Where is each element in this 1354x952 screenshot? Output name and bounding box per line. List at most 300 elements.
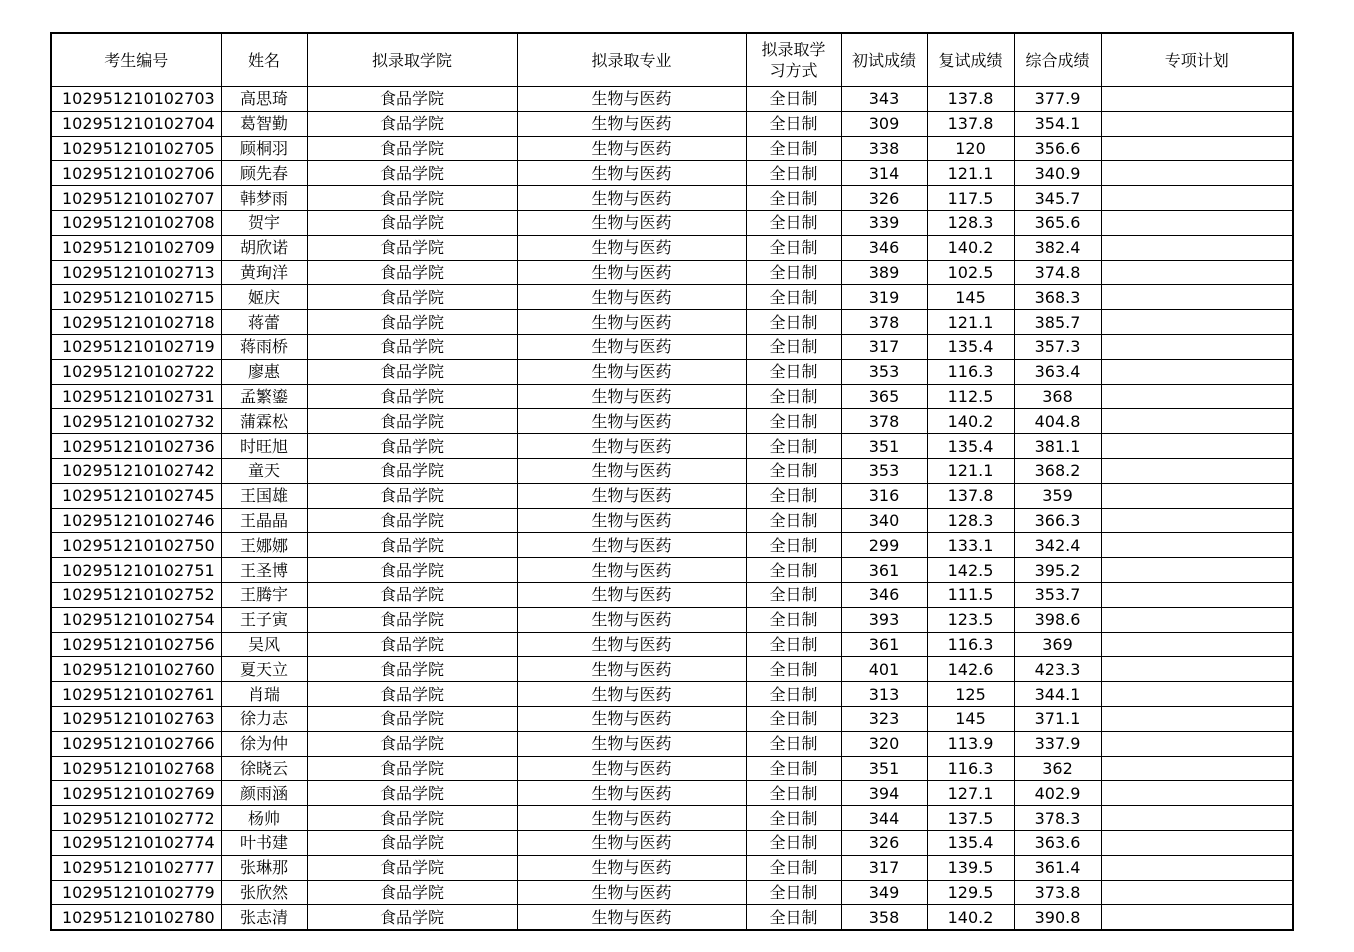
cell-candidate-id: 102951210102719 [51, 334, 221, 359]
cell-name: 蒲霖松 [221, 409, 307, 434]
cell-study-mode: 全日制 [746, 186, 841, 211]
cell-study-mode: 全日制 [746, 632, 841, 657]
cell-study-mode: 全日制 [746, 756, 841, 781]
cell-study-mode: 全日制 [746, 582, 841, 607]
cell-retest-score: 116.3 [927, 756, 1014, 781]
table-row [51, 855, 1293, 880]
table-row [51, 186, 1293, 211]
cell-retest-score: 121.1 [927, 161, 1014, 186]
cell-special-plan [1101, 706, 1293, 731]
cell-name: 贺宇 [221, 210, 307, 235]
cell-major: 生物与医药 [517, 359, 746, 384]
cell-college: 食品学院 [307, 582, 517, 607]
cell-special-plan [1101, 384, 1293, 409]
cell-name: 叶书建 [221, 830, 307, 855]
cell-prelim-score: 378 [841, 310, 927, 335]
cell-retest-score: 120 [927, 136, 1014, 161]
cell-college: 食品学院 [307, 136, 517, 161]
cell-special-plan [1101, 359, 1293, 384]
table-row [51, 706, 1293, 731]
cell-candidate-id: 102951210102754 [51, 607, 221, 632]
cell-college: 食品学院 [307, 210, 517, 235]
cell-study-mode: 全日制 [746, 657, 841, 682]
cell-candidate-id: 102951210102705 [51, 136, 221, 161]
cell-major: 生物与医药 [517, 111, 746, 136]
table-row [51, 409, 1293, 434]
cell-total-score: 377.9 [1014, 87, 1101, 112]
table-row [51, 806, 1293, 831]
table-row [51, 731, 1293, 756]
cell-special-plan [1101, 756, 1293, 781]
cell-major: 生物与医药 [517, 533, 746, 558]
cell-retest-score: 128.3 [927, 210, 1014, 235]
table-row [51, 136, 1293, 161]
cell-candidate-id: 102951210102718 [51, 310, 221, 335]
cell-prelim-score: 378 [841, 409, 927, 434]
cell-college: 食品学院 [307, 682, 517, 707]
header-college: 拟录取学院 [307, 33, 517, 87]
cell-retest-score: 137.8 [927, 87, 1014, 112]
cell-candidate-id: 102951210102709 [51, 235, 221, 260]
cell-prelim-score: 365 [841, 384, 927, 409]
cell-total-score: 404.8 [1014, 409, 1101, 434]
cell-special-plan [1101, 830, 1293, 855]
cell-retest-score: 127.1 [927, 781, 1014, 806]
cell-candidate-id: 102951210102713 [51, 260, 221, 285]
table-row [51, 458, 1293, 483]
cell-study-mode: 全日制 [746, 905, 841, 930]
cell-candidate-id: 102951210102742 [51, 458, 221, 483]
cell-total-score: 381.1 [1014, 434, 1101, 459]
cell-candidate-id: 102951210102769 [51, 781, 221, 806]
cell-special-plan [1101, 111, 1293, 136]
cell-study-mode: 全日制 [746, 235, 841, 260]
cell-candidate-id: 102951210102722 [51, 359, 221, 384]
cell-prelim-score: 339 [841, 210, 927, 235]
cell-special-plan [1101, 210, 1293, 235]
cell-name: 王腾宇 [221, 582, 307, 607]
header-major: 拟录取专业 [517, 33, 746, 87]
cell-study-mode: 全日制 [746, 285, 841, 310]
cell-name: 顾先春 [221, 161, 307, 186]
cell-candidate-id: 102951210102704 [51, 111, 221, 136]
cell-retest-score: 121.1 [927, 458, 1014, 483]
cell-total-score: 369 [1014, 632, 1101, 657]
cell-study-mode: 全日制 [746, 731, 841, 756]
cell-candidate-id: 102951210102731 [51, 384, 221, 409]
cell-name: 王圣博 [221, 558, 307, 583]
table-row [51, 359, 1293, 384]
cell-major: 生物与医药 [517, 161, 746, 186]
cell-retest-score: 145 [927, 706, 1014, 731]
cell-prelim-score: 349 [841, 880, 927, 905]
cell-prelim-score: 313 [841, 682, 927, 707]
table-row [51, 111, 1293, 136]
cell-name: 徐为仲 [221, 731, 307, 756]
cell-major: 生物与医药 [517, 756, 746, 781]
cell-special-plan [1101, 731, 1293, 756]
cell-retest-score: 116.3 [927, 359, 1014, 384]
cell-candidate-id: 102951210102756 [51, 632, 221, 657]
cell-prelim-score: 314 [841, 161, 927, 186]
cell-study-mode: 全日制 [746, 855, 841, 880]
cell-college: 食品学院 [307, 285, 517, 310]
cell-candidate-id: 102951210102763 [51, 706, 221, 731]
cell-total-score: 382.4 [1014, 235, 1101, 260]
cell-name: 王晶晶 [221, 508, 307, 533]
cell-study-mode: 全日制 [746, 508, 841, 533]
cell-candidate-id: 102951210102766 [51, 731, 221, 756]
cell-prelim-score: 401 [841, 657, 927, 682]
cell-major: 生物与医药 [517, 136, 746, 161]
cell-candidate-id: 102951210102707 [51, 186, 221, 211]
cell-total-score: 365.6 [1014, 210, 1101, 235]
cell-college: 食品学院 [307, 334, 517, 359]
cell-special-plan [1101, 806, 1293, 831]
cell-name: 蒋雨桥 [221, 334, 307, 359]
table-row [51, 558, 1293, 583]
cell-total-score: 368.2 [1014, 458, 1101, 483]
cell-study-mode: 全日制 [746, 706, 841, 731]
table-row [51, 607, 1293, 632]
table-row [51, 533, 1293, 558]
cell-candidate-id: 102951210102708 [51, 210, 221, 235]
cell-name: 肖瑞 [221, 682, 307, 707]
header-name: 姓名 [221, 33, 307, 87]
cell-candidate-id: 102951210102768 [51, 756, 221, 781]
cell-total-score: 357.3 [1014, 334, 1101, 359]
cell-prelim-score: 389 [841, 260, 927, 285]
cell-special-plan [1101, 508, 1293, 533]
cell-college: 食品学院 [307, 731, 517, 756]
cell-total-score: 345.7 [1014, 186, 1101, 211]
cell-candidate-id: 102951210102774 [51, 830, 221, 855]
cell-retest-score: 125 [927, 682, 1014, 707]
cell-retest-score: 135.4 [927, 334, 1014, 359]
cell-prelim-score: 338 [841, 136, 927, 161]
cell-prelim-score: 346 [841, 235, 927, 260]
cell-name: 徐晓云 [221, 756, 307, 781]
cell-prelim-score: 309 [841, 111, 927, 136]
cell-name: 张志清 [221, 905, 307, 930]
cell-retest-score: 111.5 [927, 582, 1014, 607]
cell-name: 葛智勤 [221, 111, 307, 136]
cell-major: 生物与医药 [517, 186, 746, 211]
cell-special-plan [1101, 582, 1293, 607]
cell-special-plan [1101, 434, 1293, 459]
cell-prelim-score: 320 [841, 731, 927, 756]
cell-candidate-id: 102951210102772 [51, 806, 221, 831]
cell-special-plan [1101, 682, 1293, 707]
cell-study-mode: 全日制 [746, 880, 841, 905]
table-row [51, 830, 1293, 855]
table-row [51, 682, 1293, 707]
cell-candidate-id: 102951210102746 [51, 508, 221, 533]
header-special-plan: 专项计划 [1101, 33, 1293, 87]
cell-name: 颜雨涵 [221, 781, 307, 806]
cell-name: 黄珣洋 [221, 260, 307, 285]
cell-name: 张欣然 [221, 880, 307, 905]
cell-college: 食品学院 [307, 434, 517, 459]
cell-prelim-score: 351 [841, 756, 927, 781]
cell-college: 食品学院 [307, 235, 517, 260]
cell-special-plan [1101, 161, 1293, 186]
cell-major: 生物与医药 [517, 880, 746, 905]
admission-table [50, 32, 1294, 931]
cell-total-score: 344.1 [1014, 682, 1101, 707]
cell-name: 孟繁鎏 [221, 384, 307, 409]
cell-name: 姬庆 [221, 285, 307, 310]
cell-total-score: 390.8 [1014, 905, 1101, 930]
cell-study-mode: 全日制 [746, 434, 841, 459]
cell-college: 食品学院 [307, 706, 517, 731]
table-row [51, 210, 1293, 235]
cell-candidate-id: 102951210102736 [51, 434, 221, 459]
cell-major: 生物与医药 [517, 285, 746, 310]
cell-college: 食品学院 [307, 806, 517, 831]
cell-major: 生物与医药 [517, 210, 746, 235]
cell-total-score: 373.8 [1014, 880, 1101, 905]
cell-retest-score: 142.6 [927, 657, 1014, 682]
cell-study-mode: 全日制 [746, 87, 841, 112]
cell-retest-score: 102.5 [927, 260, 1014, 285]
cell-major: 生物与医药 [517, 458, 746, 483]
cell-candidate-id: 102951210102752 [51, 582, 221, 607]
cell-prelim-score: 353 [841, 458, 927, 483]
cell-special-plan [1101, 458, 1293, 483]
cell-prelim-score: 323 [841, 706, 927, 731]
cell-name: 徐力志 [221, 706, 307, 731]
cell-total-score: 368.3 [1014, 285, 1101, 310]
cell-major: 生物与医药 [517, 781, 746, 806]
cell-prelim-score: 326 [841, 830, 927, 855]
header-study-mode: 拟录取学习方式 [746, 33, 841, 87]
cell-candidate-id: 102951210102703 [51, 87, 221, 112]
cell-total-score: 354.1 [1014, 111, 1101, 136]
cell-retest-score: 137.5 [927, 806, 1014, 831]
cell-total-score: 395.2 [1014, 558, 1101, 583]
cell-college: 食品学院 [307, 186, 517, 211]
cell-college: 食品学院 [307, 756, 517, 781]
cell-prelim-score: 317 [841, 334, 927, 359]
cell-college: 食品学院 [307, 483, 517, 508]
cell-special-plan [1101, 880, 1293, 905]
cell-total-score: 362 [1014, 756, 1101, 781]
cell-special-plan [1101, 483, 1293, 508]
cell-total-score: 353.7 [1014, 582, 1101, 607]
cell-study-mode: 全日制 [746, 111, 841, 136]
table-row [51, 260, 1293, 285]
cell-prelim-score: 316 [841, 483, 927, 508]
table-row [51, 582, 1293, 607]
table-row [51, 285, 1293, 310]
cell-prelim-score: 317 [841, 855, 927, 880]
cell-candidate-id: 102951210102706 [51, 161, 221, 186]
cell-major: 生物与医药 [517, 682, 746, 707]
table-row [51, 508, 1293, 533]
cell-college: 食品学院 [307, 781, 517, 806]
table-row [51, 781, 1293, 806]
cell-prelim-score: 393 [841, 607, 927, 632]
cell-major: 生物与医药 [517, 334, 746, 359]
header-total-score: 综合成绩 [1014, 33, 1101, 87]
cell-study-mode: 全日制 [746, 830, 841, 855]
cell-name: 胡欣诺 [221, 235, 307, 260]
cell-study-mode: 全日制 [746, 806, 841, 831]
cell-study-mode: 全日制 [746, 558, 841, 583]
cell-special-plan [1101, 607, 1293, 632]
table-row [51, 880, 1293, 905]
cell-major: 生物与医药 [517, 508, 746, 533]
cell-retest-score: 135.4 [927, 830, 1014, 855]
cell-retest-score: 140.2 [927, 235, 1014, 260]
cell-college: 食品学院 [307, 458, 517, 483]
cell-major: 生物与医药 [517, 310, 746, 335]
cell-total-score: 423.3 [1014, 657, 1101, 682]
cell-name: 王国雄 [221, 483, 307, 508]
table-body [51, 87, 1293, 931]
cell-study-mode: 全日制 [746, 310, 841, 335]
table-row [51, 384, 1293, 409]
cell-retest-score: 139.5 [927, 855, 1014, 880]
cell-college: 食品学院 [307, 880, 517, 905]
cell-special-plan [1101, 657, 1293, 682]
cell-college: 食品学院 [307, 111, 517, 136]
cell-major: 生物与医药 [517, 235, 746, 260]
cell-study-mode: 全日制 [746, 682, 841, 707]
cell-total-score: 368 [1014, 384, 1101, 409]
cell-major: 生物与医药 [517, 806, 746, 831]
cell-name: 童天 [221, 458, 307, 483]
cell-total-score: 371.1 [1014, 706, 1101, 731]
cell-study-mode: 全日制 [746, 607, 841, 632]
cell-candidate-id: 102951210102779 [51, 880, 221, 905]
cell-study-mode: 全日制 [746, 136, 841, 161]
cell-college: 食品学院 [307, 384, 517, 409]
cell-name: 顾桐羽 [221, 136, 307, 161]
cell-special-plan [1101, 310, 1293, 335]
cell-retest-score: 113.9 [927, 731, 1014, 756]
cell-study-mode: 全日制 [746, 384, 841, 409]
cell-major: 生物与医药 [517, 607, 746, 632]
cell-college: 食品学院 [307, 161, 517, 186]
cell-major: 生物与医药 [517, 855, 746, 880]
cell-major: 生物与医药 [517, 632, 746, 657]
cell-special-plan [1101, 632, 1293, 657]
cell-retest-score: 145 [927, 285, 1014, 310]
cell-special-plan [1101, 87, 1293, 112]
cell-total-score: 356.6 [1014, 136, 1101, 161]
cell-prelim-score: 299 [841, 533, 927, 558]
cell-major: 生物与医药 [517, 384, 746, 409]
table-row [51, 483, 1293, 508]
cell-prelim-score: 326 [841, 186, 927, 211]
cell-retest-score: 137.8 [927, 483, 1014, 508]
cell-candidate-id: 102951210102750 [51, 533, 221, 558]
cell-name: 韩梦雨 [221, 186, 307, 211]
cell-special-plan [1101, 186, 1293, 211]
table-row [51, 657, 1293, 682]
cell-major: 生物与医药 [517, 87, 746, 112]
cell-candidate-id: 102951210102715 [51, 285, 221, 310]
table-row [51, 756, 1293, 781]
cell-college: 食品学院 [307, 409, 517, 434]
table-row [51, 434, 1293, 459]
cell-candidate-id: 102951210102777 [51, 855, 221, 880]
cell-college: 食品学院 [307, 508, 517, 533]
cell-retest-score: 112.5 [927, 384, 1014, 409]
cell-major: 生物与医药 [517, 409, 746, 434]
cell-college: 食品学院 [307, 87, 517, 112]
cell-prelim-score: 361 [841, 558, 927, 583]
cell-total-score: 363.6 [1014, 830, 1101, 855]
cell-college: 食品学院 [307, 359, 517, 384]
cell-candidate-id: 102951210102751 [51, 558, 221, 583]
cell-prelim-score: 340 [841, 508, 927, 533]
cell-candidate-id: 102951210102761 [51, 682, 221, 707]
cell-study-mode: 全日制 [746, 409, 841, 434]
cell-candidate-id: 102951210102760 [51, 657, 221, 682]
cell-retest-score: 140.2 [927, 905, 1014, 930]
table-row [51, 310, 1293, 335]
cell-total-score: 361.4 [1014, 855, 1101, 880]
cell-prelim-score: 351 [841, 434, 927, 459]
cell-study-mode: 全日制 [746, 359, 841, 384]
cell-total-score: 378.3 [1014, 806, 1101, 831]
cell-total-score: 342.4 [1014, 533, 1101, 558]
cell-special-plan [1101, 533, 1293, 558]
header-prelim-score: 初试成绩 [841, 33, 927, 87]
cell-name: 廖惠 [221, 359, 307, 384]
cell-name: 吴风 [221, 632, 307, 657]
cell-college: 食品学院 [307, 905, 517, 930]
cell-prelim-score: 344 [841, 806, 927, 831]
cell-special-plan [1101, 136, 1293, 161]
cell-retest-score: 137.8 [927, 111, 1014, 136]
table-row [51, 905, 1293, 930]
cell-prelim-score: 346 [841, 582, 927, 607]
cell-college: 食品学院 [307, 855, 517, 880]
cell-major: 生物与医药 [517, 905, 746, 930]
cell-college: 食品学院 [307, 830, 517, 855]
cell-major: 生物与医药 [517, 731, 746, 756]
cell-total-score: 398.6 [1014, 607, 1101, 632]
cell-major: 生物与医药 [517, 582, 746, 607]
cell-college: 食品学院 [307, 310, 517, 335]
cell-name: 高思琦 [221, 87, 307, 112]
cell-name: 蒋蕾 [221, 310, 307, 335]
cell-total-score: 374.8 [1014, 260, 1101, 285]
table-header [51, 33, 1293, 87]
cell-name: 王子寅 [221, 607, 307, 632]
cell-study-mode: 全日制 [746, 781, 841, 806]
cell-total-score: 385.7 [1014, 310, 1101, 335]
cell-total-score: 340.9 [1014, 161, 1101, 186]
cell-major: 生物与医药 [517, 483, 746, 508]
cell-candidate-id: 102951210102780 [51, 905, 221, 930]
table-row [51, 334, 1293, 359]
cell-major: 生物与医药 [517, 706, 746, 731]
cell-study-mode: 全日制 [746, 161, 841, 186]
cell-retest-score: 128.3 [927, 508, 1014, 533]
cell-college: 食品学院 [307, 533, 517, 558]
cell-retest-score: 117.5 [927, 186, 1014, 211]
header-retest-score: 复试成绩 [927, 33, 1014, 87]
cell-prelim-score: 361 [841, 632, 927, 657]
cell-special-plan [1101, 285, 1293, 310]
cell-study-mode: 全日制 [746, 260, 841, 285]
cell-special-plan [1101, 781, 1293, 806]
